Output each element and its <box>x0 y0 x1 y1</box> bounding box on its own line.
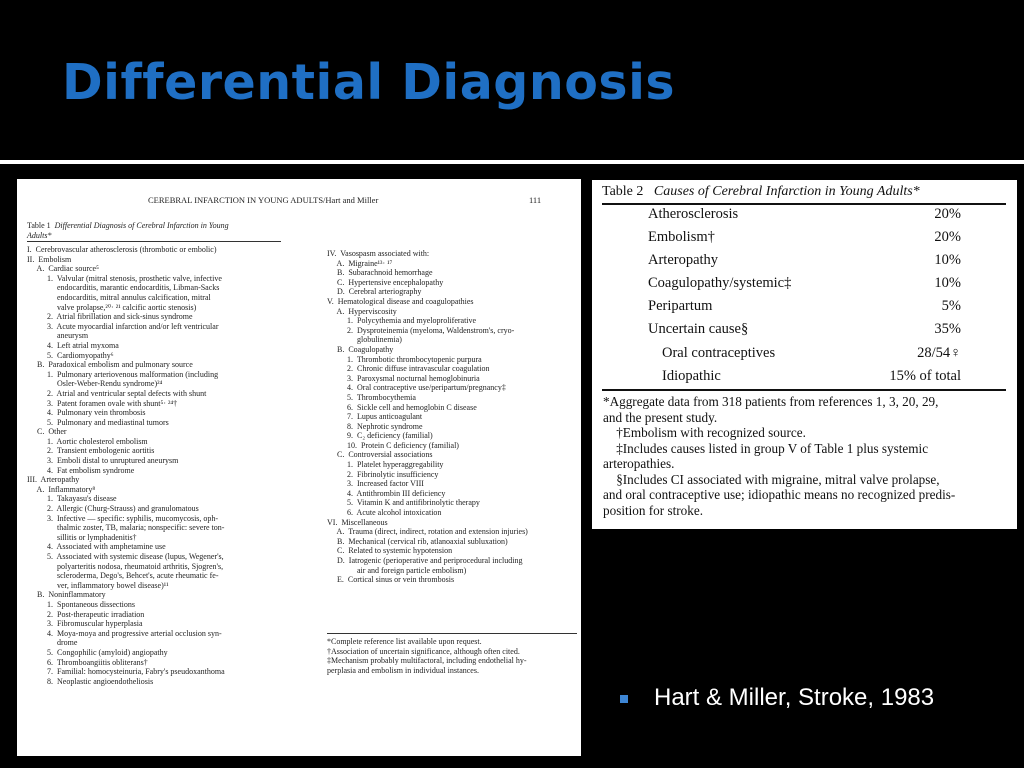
table1-right-line: A. Hyperviscosity <box>327 306 397 316</box>
table1-left-line: 2. Transient embologenic aortitis <box>27 446 155 456</box>
table2-bottom-rule <box>602 389 1006 391</box>
table1-right-line: 5. Thrombocythemia <box>327 392 416 402</box>
table1-left-line: I. Cerebrovascular atherosclerosis (thrombotic or embolic) <box>27 245 217 254</box>
table1-footnote: †Association of uncertain significance, although often cited. <box>327 646 520 656</box>
table1-right-line: D. Cerebral arteriography <box>327 287 422 297</box>
table2-caption-title: Causes of Cerebral Infarction in Young Adults* <box>653 184 920 199</box>
table1-left-line: III. Arteropathy <box>27 475 80 485</box>
table2-row-value: 20% <box>934 229 961 245</box>
table1-left-line: 3. Patent foramen ovale with shunt⁵· ²⁴† <box>27 398 178 408</box>
table2-caption-label: Table 2 <box>602 184 644 199</box>
table2-row-value: 20% <box>934 206 961 222</box>
table1-left-line: drome <box>27 638 78 648</box>
table1-left-line: 4. Moya-moya and progressive arterial occlusion syn- <box>27 628 222 638</box>
table1-left-line: 1. Pulmonary arteriovenous malformation (including <box>27 369 219 379</box>
table2-footnote: §Includes CI associated with migraine, mitral valve prolapse, <box>603 471 940 487</box>
table2-footnote: arteropathies. <box>603 456 675 471</box>
table2-row <box>592 345 1017 368</box>
table2-footnote: position for stroke. <box>603 502 703 518</box>
table1-left-line: 1. Takayasu's disease <box>27 494 117 504</box>
table1-left-line: 2. Allergic (Churg-Strauss) and granulomatous <box>27 504 199 514</box>
table1-right-line: C. Controversial associations <box>327 450 433 460</box>
table1-right-line: C. Related to systemic hypotension <box>327 546 453 556</box>
table1-left-line: 6. Thromboangiitis obliterans† <box>27 657 148 667</box>
table1-right-line: B. Mechanical (cervical rib, atlanoaxial subluxation) <box>327 536 508 546</box>
table1-right-line: 4. Antithrombin III deficiency <box>327 488 446 498</box>
slide-title: Differential Diagnosis <box>62 54 676 111</box>
table1-left-line: 1. Aortic cholesterol embolism <box>27 436 148 446</box>
table1-left-line: valve prolapse,²⁰· ²¹ calcific aortic stenosis) <box>27 302 197 312</box>
table2-caption <box>602 184 920 200</box>
table2-row <box>592 252 1017 275</box>
table2-footnote: and oral contraceptive use; idiopathic means no recognized predis- <box>603 487 956 502</box>
table2-row-label: Coagulopathy/systemic‡ <box>648 275 792 291</box>
table2-top-rule <box>602 203 1006 205</box>
table1-footnote: ‡Mechanism probably multifactoral, including endothelial hy- <box>327 656 527 666</box>
table1-right-line: V. Hematological disease and coagulopathies <box>327 296 474 306</box>
table1-left-line: 3. Emboli distal to unruptured aneurysm <box>27 456 179 466</box>
table1-left-line: B. Paradoxical embolism and pulmonary source <box>27 360 193 370</box>
table1-right-line: 2. Chronic diffuse intravascular coagulation <box>327 364 490 374</box>
citation-text: Hart & Miller, Stroke, 1983 <box>654 684 935 711</box>
table1-left-line: 5. Congophilic (amyloid) angiopathy <box>27 647 168 657</box>
table1-left-line: aneurysm <box>27 331 89 341</box>
table1-caption-line2: Adults* <box>27 230 52 240</box>
table2-footnote: *Aggregate data from 318 patients from references 1, 3, 20, 29, <box>603 394 939 409</box>
table2-row-value: 10% <box>934 275 961 291</box>
table2-row <box>592 229 1017 252</box>
table1-left-line: thalmic zoster, TB, malaria; nonspecific: severe ton- <box>27 523 225 533</box>
table1-left-line: 5. Associated with systemic disease (lupus, Wegener's, <box>27 552 224 561</box>
table2-footnotes <box>603 394 1011 518</box>
table2-row-value: 28/54♀ <box>917 345 961 361</box>
table2-row-value: 10% <box>934 252 961 268</box>
table1-left-line: 2. Post-therapeutic irradiation <box>27 609 145 619</box>
table1-right-line: 2. Dysproteinemia (myeloma, Waldenstrom's, cryo- <box>327 325 515 335</box>
table1-left-line: 3. Infective — specific: syphilis, mucomycosis, oph- <box>27 513 219 523</box>
table1-right-line: 4. Oral contraceptive use/peripartum/pregnancy‡ <box>327 383 506 393</box>
table1-right-line: 1. Platelet hyperaggregability <box>327 460 444 470</box>
table1-right-line: 1. Polycythemia and myeloproliferative <box>327 316 477 326</box>
table2-footnote: †Embolism with recognized source. <box>603 425 806 440</box>
table1-right-line: 10. Protein C deficiency (familial) <box>327 440 459 450</box>
table1-right-line: 8. Nephrotic syndrome <box>327 421 423 431</box>
table1-left-line: 1. Spontaneous dissections <box>27 599 135 609</box>
table2-row-value: 15% of total <box>889 368 961 384</box>
table2-row <box>592 275 1017 298</box>
table1-right-line: 9. C₂ deficiency (familial) <box>327 431 433 441</box>
table1-left-line: ver, inflammatory bowel disease)¹¹ <box>27 580 169 590</box>
table1-left-line: II. Embolism <box>27 254 72 264</box>
table1-left-line: A. Cardiac source⁵ <box>27 264 99 274</box>
table1-right-line: 7. Lupus anticoagulant <box>327 412 423 422</box>
table1-right-line: A. Trauma (direct, indirect, rotation and extension injuries) <box>327 527 528 537</box>
table2-row <box>592 206 1017 229</box>
table2-row-label: Oral contraceptives <box>662 345 776 361</box>
table2-row-label: Idiopathic <box>662 368 721 384</box>
table1-left-line: 4. Associated with amphetamine use <box>27 542 166 552</box>
table1-right-line: A. Migraine¹³· ¹⁷ <box>327 258 393 268</box>
table1-caption <box>27 221 277 240</box>
table1-caption-line1: Differential Diagnosis of Cerebral Infarction in Young <box>54 221 229 230</box>
table1-left-line: 2. Atrial fibrillation and sick-sinus syndrome <box>27 312 193 322</box>
table2-row-label: Embolism† <box>648 229 715 245</box>
table1-left-line: 1. Valvular (mitral stenosis, prosthetic valve, infective <box>27 273 222 283</box>
table1-left-line: endocarditis, marantic endocarditis, Libman-Sacks <box>27 283 220 293</box>
table1-left-line: polyarteritis nodosa, rheumatoid arthritis, Sjogren's, <box>27 561 224 571</box>
table1-right-line: 5. Vitamin K and antifibrinolytic therapy <box>327 498 480 508</box>
table1-left-line: A. Inflammatory⁸ <box>27 484 96 494</box>
table1-left-line: C. Other <box>27 427 67 437</box>
table1-right-line: C. Hypertensive encephalopathy <box>327 277 444 287</box>
table1-left-line: 4. Fat embolism syndrome <box>27 465 135 475</box>
table1-right-column <box>327 249 579 585</box>
table2-row-label: Atherosclerosis <box>648 206 739 222</box>
table1-footnote: *Complete reference list available upon request. <box>327 637 482 646</box>
table1-rule <box>27 241 281 242</box>
table2-row <box>592 321 1017 344</box>
table1-right-line: B. Coagulopathy <box>327 344 394 354</box>
table1-left-line: endocarditis, mitral annulus calcification, mitral <box>27 292 211 302</box>
title-divider <box>0 160 1024 164</box>
table1-right-line: 3. Paroxysmal nocturnal hemoglobinuria <box>327 373 480 383</box>
table1-right-line: 2. Fibrinolytic insufficiency <box>327 469 439 479</box>
table2-row-value: 35% <box>934 321 961 337</box>
table1-right-line: B. Subarachnoid hemorrhage <box>327 268 433 278</box>
table2-scan <box>592 180 1017 529</box>
table1-left-line: scleroderma, Dego's, Behcet's, acute rheumatic fe- <box>27 571 219 581</box>
table2-row-label: Arteropathy <box>648 252 719 268</box>
table1-left-line: 7. Familial: homocysteinuria, Fabry's pseudoxanthoma <box>27 667 225 677</box>
table2-row <box>592 298 1017 321</box>
table1-left-line: 5. Pulmonary and mediastinal tumors <box>27 417 169 427</box>
table1-left-line: 2. Atrial and ventricular septal defects with shunt <box>27 388 207 398</box>
table1-left-line: sillitis or lymphadenitis† <box>27 532 137 542</box>
table1-right-line: 3. Increased factor VIII <box>327 479 424 489</box>
table1-left-line: 5. Cardiomyopathy⁶ <box>27 350 114 360</box>
table1-footnotes <box>327 637 577 675</box>
table1-left-line: 4. Pulmonary vein thrombosis <box>27 408 146 418</box>
bullet-icon <box>620 695 628 703</box>
table1-right-line: 6. Acute alcohol intoxication <box>327 508 442 518</box>
table1-left-column <box>27 245 317 686</box>
table2-row-value: 5% <box>941 298 961 314</box>
table1-right-line: IV. Vasospasm associated with: <box>327 249 430 258</box>
running-head: CEREBRAL INFARCTION IN YOUNG ADULTS/Hart and Miller <box>148 195 379 205</box>
table2-row-label: Uncertain cause§ <box>648 321 749 337</box>
table1-right-line: 1. Thrombotic thrombocytopenic purpura <box>327 354 482 364</box>
table1-caption-label: Table 1 <box>27 221 51 230</box>
table1-left-line: 3. Acute myocardial infarction and/or left ventricular <box>27 321 219 331</box>
table1-left-line: Osler-Weber-Rendu syndrome)²⁴ <box>27 379 163 389</box>
table1-left-line: B. Noninflammatory <box>27 590 106 600</box>
table1-right-line: VI. Miscellaneous <box>327 517 388 527</box>
page-number: 111 <box>529 195 542 205</box>
table1-right-line: globulinemia) <box>327 335 402 345</box>
table1-right-line: E. Cortical sinus or vein thrombosis <box>327 575 455 585</box>
table1-left-line: 4. Left atrial myxoma <box>27 340 119 350</box>
table1-right-line: 6. Sickle cell and hemoglobin C disease <box>327 402 477 412</box>
table2-footnote: ‡Includes causes listed in group V of Table 1 plus systemic <box>603 440 929 456</box>
table1-left-line: 8. Neoplastic angioendotheliosis <box>27 676 154 686</box>
table1-foot-rule <box>327 633 577 634</box>
table1-left-line: 3. Fibromuscular hyperplasia <box>27 619 143 629</box>
table2-footnote: and the present study. <box>603 409 718 425</box>
table1-footnote: perplasia and embolism in individual instances. <box>327 665 479 675</box>
table2-row-label: Peripartum <box>648 298 713 314</box>
table1-right-line: air and foreign particle embolism) <box>327 565 467 575</box>
table1-right-line: D. Iatrogenic (perioperative and periprocedural including <box>327 556 523 565</box>
table1-scan <box>17 179 581 756</box>
table2-row <box>592 368 1017 391</box>
